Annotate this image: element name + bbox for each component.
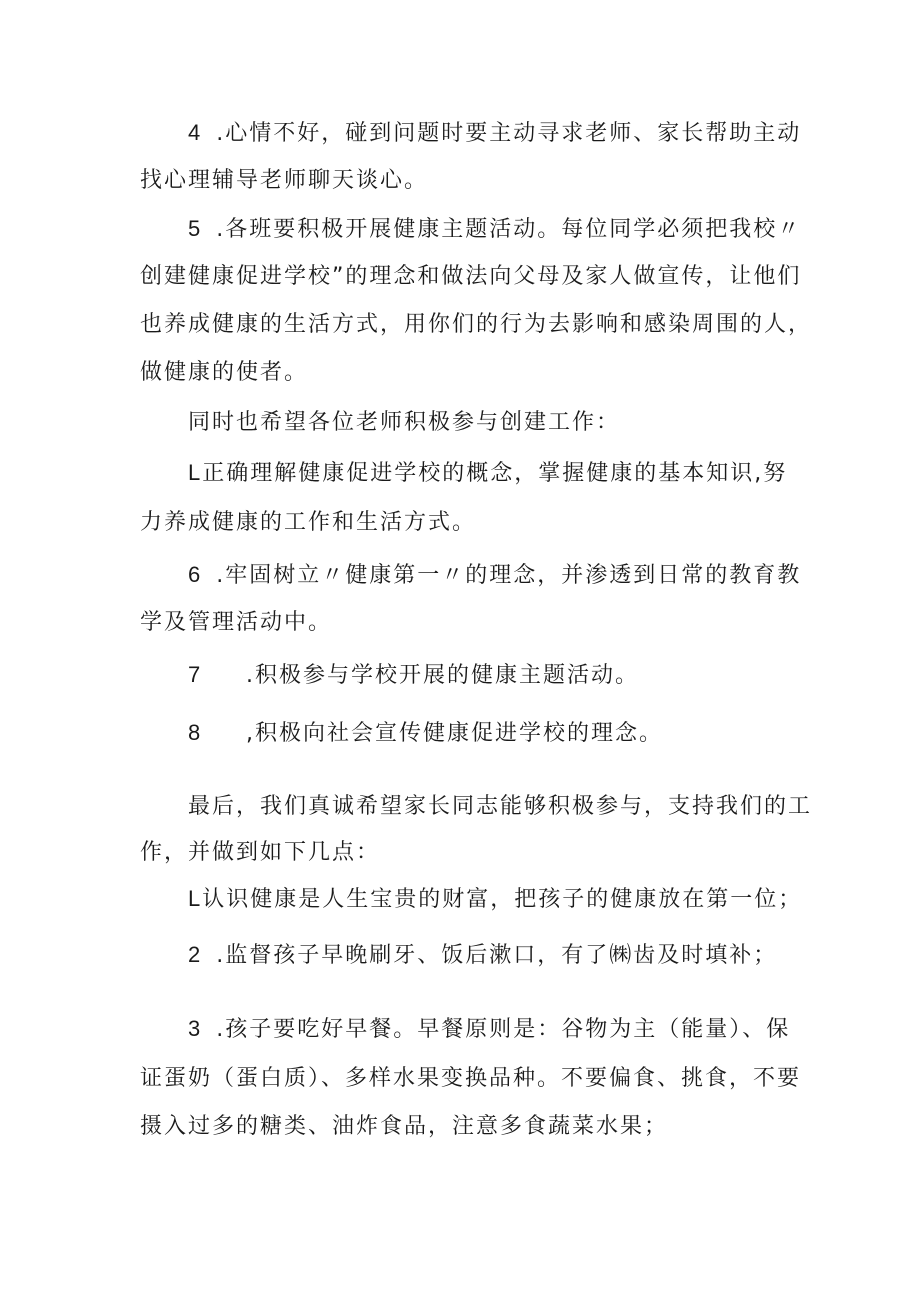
parent-item-1 [188, 884, 802, 915]
teacher-item-8 [188, 718, 663, 749]
parent-item-3-line-3: 摄入过多的糖类、油炸食品，注意多食蔬菜水果； [140, 1114, 669, 1139]
item-4-line-1 [188, 118, 801, 149]
item-5-line-1 [188, 214, 801, 245]
teachers-intro: 同时也希望各位老师积极参与创建工作： [188, 410, 621, 435]
item-text: 认识健康是人生宝贵的财富，把孩子的健康放在第一位； [202, 887, 803, 912]
item-text: .积极参与学校开展的健康主题活动。 [246, 663, 639, 688]
item-number: 8 [188, 720, 203, 745]
teacher-item-1-line-1 [188, 458, 787, 489]
item-text: ,积极向社会宣传健康促进学校的理念。 [246, 721, 663, 746]
teacher-item-6-line-2: 学及管理活动中。 [140, 610, 333, 635]
parent-item-3-line-1 [188, 1014, 790, 1045]
item-5-line-4: 做健康的使者。 [140, 360, 309, 385]
item-number: 6 [188, 562, 203, 587]
item-text: .各班要积极开展健康主题活动。每位同学必须把我校〃 [216, 217, 802, 242]
parents-intro-line-1: 最后，我们真诚希望家长同志能够积极参与，支持我们的工 [188, 794, 813, 819]
item-number: 4 [188, 120, 203, 145]
item-text: .牢固树立〃健康第一〃的理念，并渗透到日常的教育教 [216, 563, 802, 588]
item-number: L [188, 460, 203, 485]
parent-item-3-line-2: 证蛋奶（蛋白质）、多样水果变换品种。不要偏食、挑食，不要 [140, 1066, 802, 1091]
item-number: 5 [188, 216, 203, 241]
teacher-item-7 [188, 660, 639, 691]
item-text: .心情不好，碰到问题时要主动寻求老师、家长帮助主动 [216, 121, 802, 146]
parent-item-2 [188, 940, 777, 971]
item-4-line-2: 找心理辅导老师聊天谈心。 [140, 168, 429, 193]
item-number: 3 [188, 1016, 203, 1041]
item-5-line-3: 也养成健康的生活方式，用你们的行为去影响和感染周围的人， [140, 312, 813, 337]
teacher-item-6-line-1 [188, 560, 801, 591]
item-text: .孩子要吃好早餐。早餐原则是：谷物为主（能量）、保 [216, 1017, 791, 1042]
item-number: 7 [188, 662, 203, 687]
item-5-line-2: 创建健康促进学校”的理念和做法向父母及家人做宣传，让他们 [140, 264, 802, 289]
parents-intro-line-2: 作，并做到如下几点： [140, 840, 381, 865]
teacher-item-1-line-2: 力养成健康的工作和生活方式。 [140, 510, 477, 535]
item-text: 正确理解健康促进学校的概念，掌握健康的基本知识,努 [202, 461, 788, 486]
item-number: L [188, 886, 203, 911]
item-text: .监督孩子早晚刷牙、饭后漱口，有了㈱齿及时填补； [216, 943, 778, 968]
item-number: 2 [188, 942, 203, 967]
